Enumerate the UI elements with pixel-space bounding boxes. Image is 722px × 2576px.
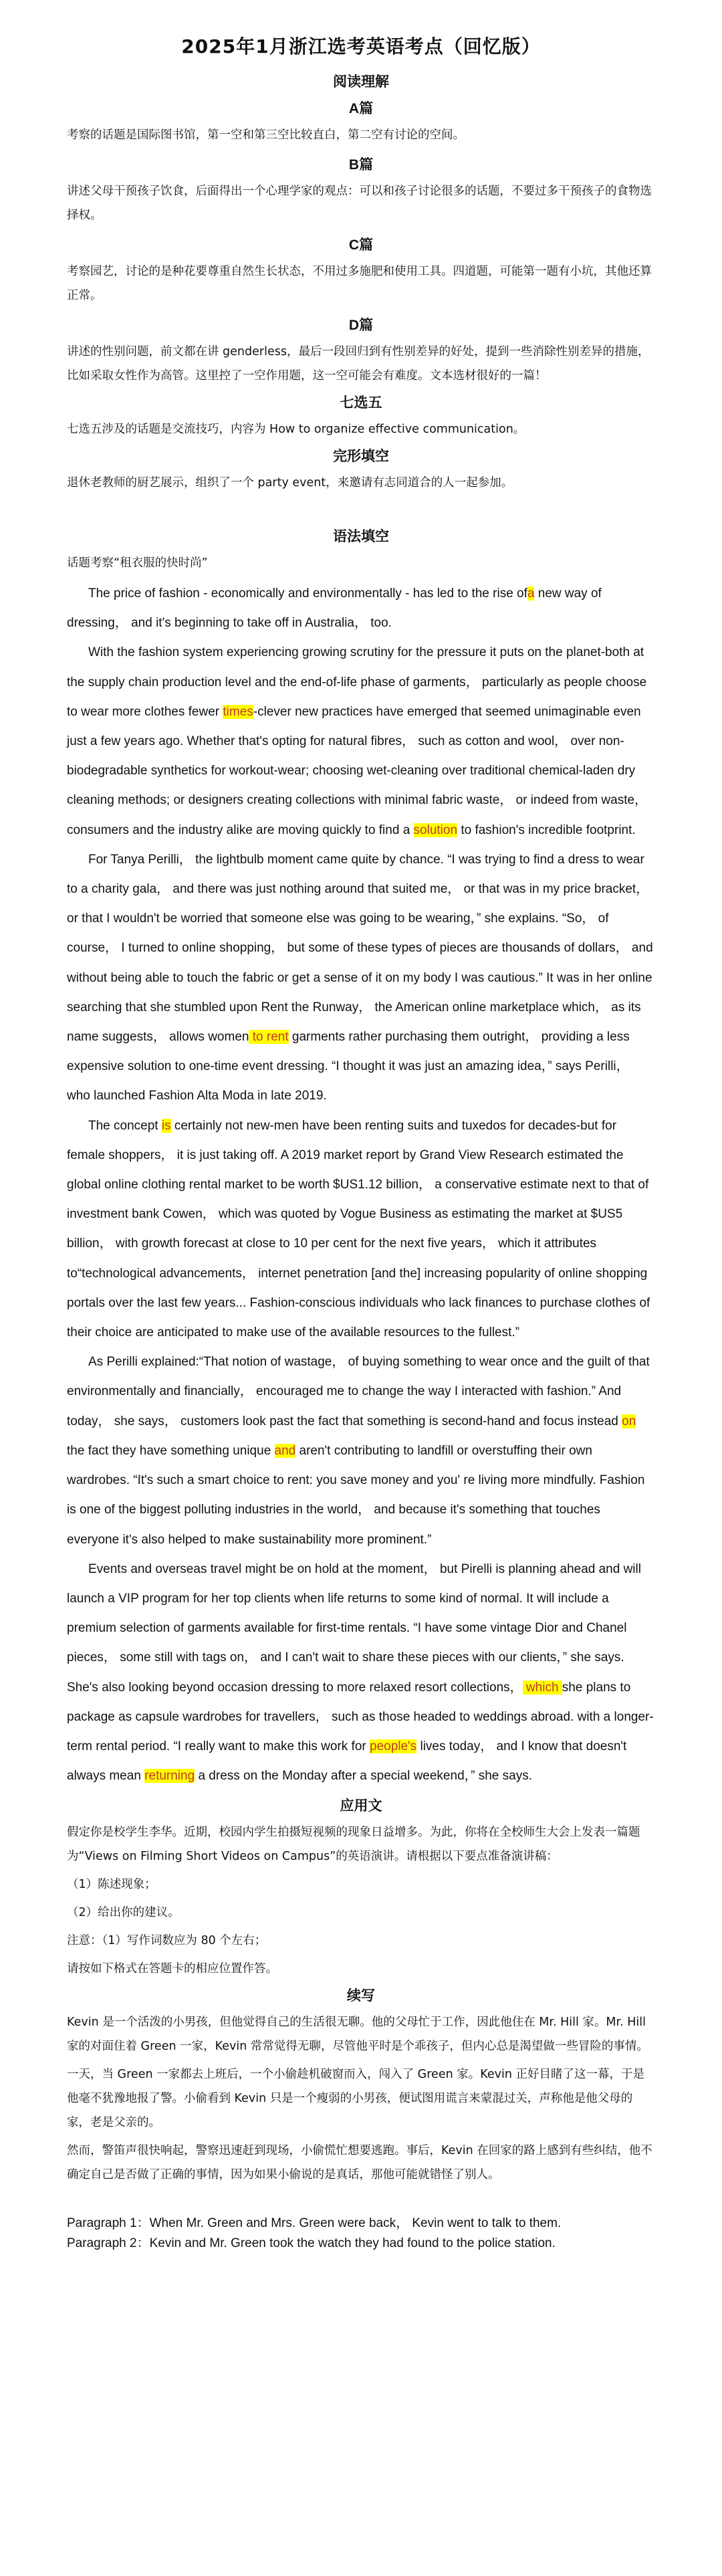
section-c-text: 考察园艺，讨论的是种花要尊重自然生长状态，不用过多施肥和使用工具。四道题，可能第一题有小坑，其他还算正常。 (67, 265, 652, 302)
section-d-text: 讲述的性别问题，前文都在讲 genderless，最后一段回归到有性别差异的好处，提到一些消除性别差异的措施，比如采取女性作为高管。这里控了一空作用题，这一空可能会有难度。文本选材很好的一篇！ (67, 345, 650, 383)
writing-text: 假定你是校学生李华。近期，校园内学生拍摄短视频的现象日益增多。为此，你将在全校师生大会上发表一篇题为“Views on Filming Short Videos on Campus”的英语演讲。请根据以下要点准备演讲稿： (67, 1826, 640, 1864)
continuation-para-1: Kevin 是一个活泼的小男孩，但他觉得自己的生活很无聊。他的父母忙于工作，因此他住在 Mr. Hill 家。Mr. Hill 家的对面住着 Green 一家，Kevin 常常觉得无聊，尽管他平时是个乖孩子，但内心总是渴望做一些冒险的事情。 (67, 2016, 648, 2054)
answer-highlight: to rent (249, 1030, 289, 1045)
grammar-paragraph-4: The concept is certainly not new-men have been renting suits and tuxedos for decades-but for female shoppers， it is just taking off. A 2019 market report by Grand View Research estimated the global online clothing rental market to be worth $US1.12 billion， a conservative estimate next to that of investment bank Cowen， which was quoted by Vogue Business as estimating the market at $US5 billion， with growth forecast at close to 10 per cent for the next five years， which it attributes to“technological advancements， internet penetration [and the] increasing popularity of online shopping portals over the last few years... Fashion-conscious individuals who lack finances to purchase clothes of their choice are anticipated to make use of the available resources to the fullest.” (67, 1118, 650, 1340)
seven-heading: 七选五 (340, 394, 382, 411)
answer-highlight: and (274, 1443, 296, 1458)
grammar-paragraph-3: For Tanya Perilli， the lightbulb moment came quite by chance. “I was trying to find a dress to wear to a charity gala， and there was just nothing around that suited me， or that was in my price bracket， or that I wouldn't be worried that someone else was going to be wearing，” she explains. “So， of course， I turned to online shopping， but some of these types of pieces are thousands of dollars， and without being able to touch the fabric or get a sense of it on my body I was cautious.” It was in her online searching that she stumbled upon Rent the Runway， the American online marketplace which， as its name suggests， allows women to rent garments rather purchasing them outright， providing a less expensive solution to one-time event dressing. “I thought it was just an amazing idea，” says Perilli， who launched Fashion Alta Moda in late 2019. (67, 852, 653, 1103)
page-title: 2025年1月浙江选考英语考点（回忆版） (181, 35, 541, 58)
writing-point-1: （1）陈述现象； (67, 1878, 156, 1892)
cloze-heading: 完形填空 (333, 447, 389, 464)
answer-highlight: on (622, 1414, 636, 1428)
section-d-label: D篇 (348, 318, 374, 333)
answer-highlight: times (223, 704, 253, 719)
grammar-heading: 语法填空 (333, 528, 389, 544)
answer-highlight: people's (370, 1739, 417, 1753)
writing-note-1: 注意：（1）写作词数应为 80 个左右； (67, 1934, 267, 1948)
answer-highlight: a (527, 586, 535, 601)
continuation-heading: 续写 (347, 1987, 375, 2004)
reading-heading: 阅读理解 (333, 73, 389, 90)
writing-point-2: （2）给出你的建议。 (67, 1906, 180, 1920)
seven-text: 七选五涉及的话题是交流技巧，内容为 How to organize effective communication。 (67, 423, 525, 436)
answer-highlight: which (522, 1680, 562, 1695)
writing-heading: 应用文 (340, 1797, 382, 1814)
continuation-para-3: 然而，警笛声很快响起，警察迅速赶到现场，小偷慌忙想要逃跑。事后，Kevin 在回家的路上感到有些纠结，他不确定自己是否做了正确的事情，因为如果小偷说的是真话，那他可能就错怪了别人。 (67, 2144, 652, 2182)
grammar-topic: 话题考察“租衣服的快时尚” (67, 556, 208, 570)
grammar-paragraph-6: Events and overseas travel might be on hold at the moment， but Pirelli is planning ahead and will launch a VIP program for her top clients when life returns to some kind of normal. It will include a premium selection of garments available for first-time rentals. “I have some vintage Dior and Chanel pieces， some still with tags on， and I can't wait to share these pieces with our clients，” she says. She's also looking beyond occasion dressing to more relaxed resort collections， which she plans to package as capsule wardrobes for travellers， such as those headed to weddings abroad. with a longer-term rental period. “I really want to make this work for people's lives today， and I know that doesn't always mean returning a dress on the Monday after a special weekend，” she says. (67, 1562, 654, 1784)
section-c-label: C篇 (348, 237, 374, 253)
document-page (67, 32, 655, 2254)
writing-note-2: 请按如下格式在答题卡的相应位置作答。 (67, 1962, 277, 1976)
section-b-text: 讲述父母干预孩子饮食，后面得出一个心理学家的观点：可以和孩子讨论很多的话题，不要过多干预孩子的食物选择权。 (67, 185, 652, 222)
grammar-paragraph-1: The price of fashion - economically and environmentally - has led to the rise ofa new way of dressing， and it's beginning to take off in Australia， too. (67, 586, 602, 631)
paragraph-2-prompt: Paragraph 2：Kevin and Mr. Green took the watch they had found to the police station. (67, 2236, 556, 2251)
answer-highlight: is (161, 1118, 171, 1133)
paragraph-1-prompt: Paragraph 1：When Mr. Green and Mrs. Green were back， Kevin went to talk to them. (67, 2216, 562, 2231)
continuation-para-2: 一天，当 Green 一家都去上班后，一个小偷趁机破窗而入，闯入了 Green 家。Kevin 正好目睹了这一幕，于是他毫不犹豫地报了警。小偷看到 Kevin 只是一个瘦弱的小男孩，便试图用谎言来蒙混过关，声称他是他父母的家，老是父亲的。 (67, 2068, 644, 2130)
grammar-paragraph-2: With the fashion system experiencing growing scrutiny for the pressure it puts on the planet-both at the supply chain production level and the end-of-life phase of garments， particularly as people choose to wear more clothes fewer times-clever new practices have emerged that seemed unimaginable even just a few years ago. Whether that's opting for natural fibres， such as cotton and wool， over non-biodegradable synthetics for workout-wear; choosing wet-cleaning over traditional chemical-laden dry cleaning methods; or designers creating collections with minimal fabric waste， or indeed from waste， consumers and the industry alike are moving quickly to find a solution to fashion's incredible footprint. (67, 645, 648, 837)
answer-highlight: solution (413, 823, 458, 837)
grammar-paragraph-5: As Perilli explained:“That notion of wastage， of buying something to wear once and the guilt of that environmentally and financially， encouraged me to change the way I interacted with fashion.” And today， she says， customers look past the fact that something is second-hand and focus instead on the fact they have something unique and aren't contributing to landfill or overstuffing their own wardrobes. “It's such a smart choice to rent: you save money and you' re living more mindfully. Fashion is one of the biggest polluting industries in the world， and because it's something that touches everyone it's also helped to make sustainability more prominent.” (67, 1355, 650, 1547)
section-a-text: 考察的话题是国际图书馆，第一空和第三空比较直白，第二空有讨论的空间。 (67, 128, 465, 142)
section-a-label: A篇 (348, 101, 374, 116)
answer-highlight: returning (144, 1769, 195, 1784)
cloze-text: 退休老教师的厨艺展示，组织了一个 party event，来邀请有志同道合的人一起参加。 (67, 476, 513, 490)
section-b-label: B篇 (348, 157, 374, 173)
